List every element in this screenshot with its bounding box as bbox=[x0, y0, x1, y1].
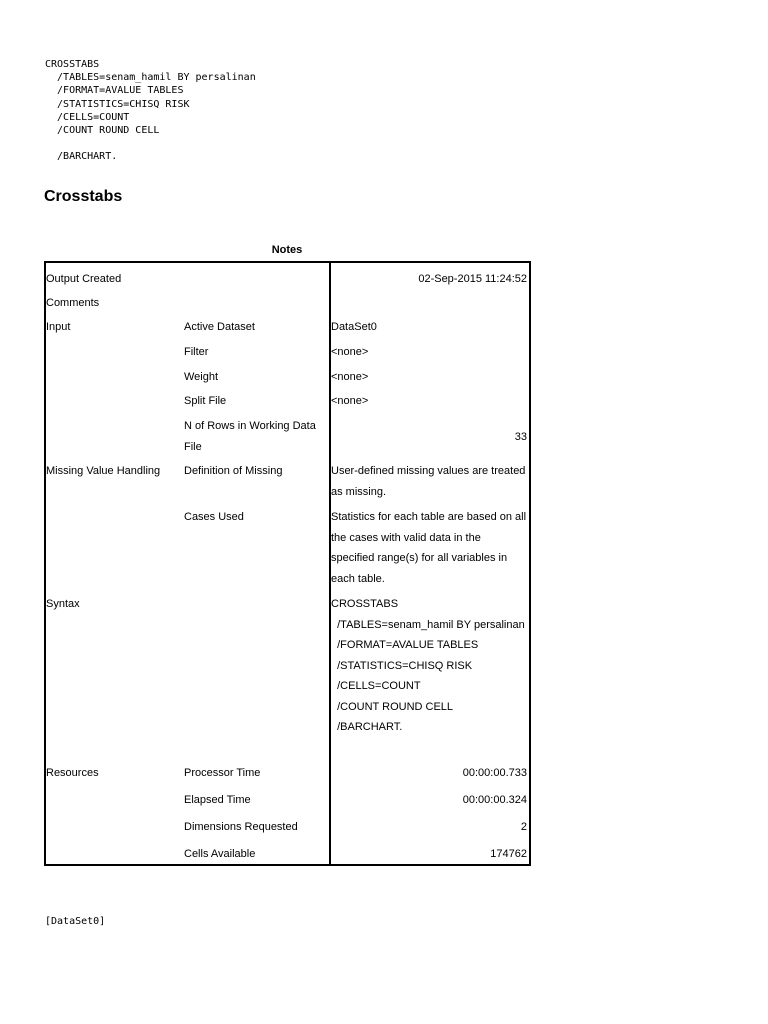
page-title: Crosstabs bbox=[44, 188, 123, 205]
weight-value: <none> bbox=[331, 371, 369, 383]
notes-table bbox=[44, 261, 531, 866]
dimensions-requested-label: Dimensions Requested bbox=[184, 821, 298, 833]
resources-label: Resources bbox=[46, 767, 99, 779]
notes-table-title: Notes bbox=[271, 244, 303, 256]
missing-value-handling-label: Missing Value Handling bbox=[46, 465, 161, 477]
syntax-block: CROSSTABS /TABLES=senam_hamil BY persalinan /FORMAT=AVALUE TABLES /STATISTICS=CHISQ RISK /CELLS=COUNT /COUNT ROUND CELL /BARCHART. bbox=[45, 59, 256, 163]
cases-used-value: Statistics for each table are based on all the cases with valid data in the specified range(s) for all variables in each table. bbox=[331, 511, 527, 585]
active-dataset-value: DataSet0 bbox=[331, 321, 377, 333]
comments-label: Comments bbox=[46, 297, 100, 309]
split-file-label: Split File bbox=[184, 395, 227, 407]
n-rows-label: N of Rows in Working Data File bbox=[184, 420, 316, 453]
filter-value: <none> bbox=[331, 346, 369, 358]
output-created-value: 02-Sep-2015 11:24:52 bbox=[418, 273, 527, 285]
filter-label: Filter bbox=[184, 346, 209, 358]
cells-available-label: Cells Available bbox=[184, 848, 256, 860]
processor-time-value: 00:00:00.733 bbox=[462, 767, 527, 779]
definition-of-missing-value: User-defined missing values are treated as missing. bbox=[331, 465, 526, 498]
syntax-value: CROSSTABS /TABLES=senam_hamil BY persalinan /FORMAT=AVALUE TABLES /STATISTICS=CHISQ RISK /CELLS=COUNT /COUNT ROUND CELL /BARCHART. bbox=[331, 598, 525, 733]
output-created-label: Output Created bbox=[46, 273, 122, 285]
input-label: Input bbox=[46, 321, 71, 333]
elapsed-time-label: Elapsed Time bbox=[184, 794, 251, 806]
elapsed-time-value: 00:00:00.324 bbox=[462, 794, 527, 806]
active-dataset-label: Active Dataset bbox=[184, 321, 255, 333]
split-file-value: <none> bbox=[331, 395, 369, 407]
cases-used-label: Cases Used bbox=[184, 511, 244, 523]
processor-time-label: Processor Time bbox=[184, 767, 261, 779]
n-rows-value: 33 bbox=[514, 431, 527, 443]
cells-available-value: 174762 bbox=[490, 848, 527, 860]
dimensions-requested-value: 2 bbox=[520, 821, 527, 833]
syntax-label: Syntax bbox=[46, 598, 80, 610]
weight-label: Weight bbox=[184, 371, 219, 383]
definition-of-missing-label: Definition of Missing bbox=[184, 465, 283, 477]
dataset-label: [DataSet0] bbox=[45, 916, 106, 927]
